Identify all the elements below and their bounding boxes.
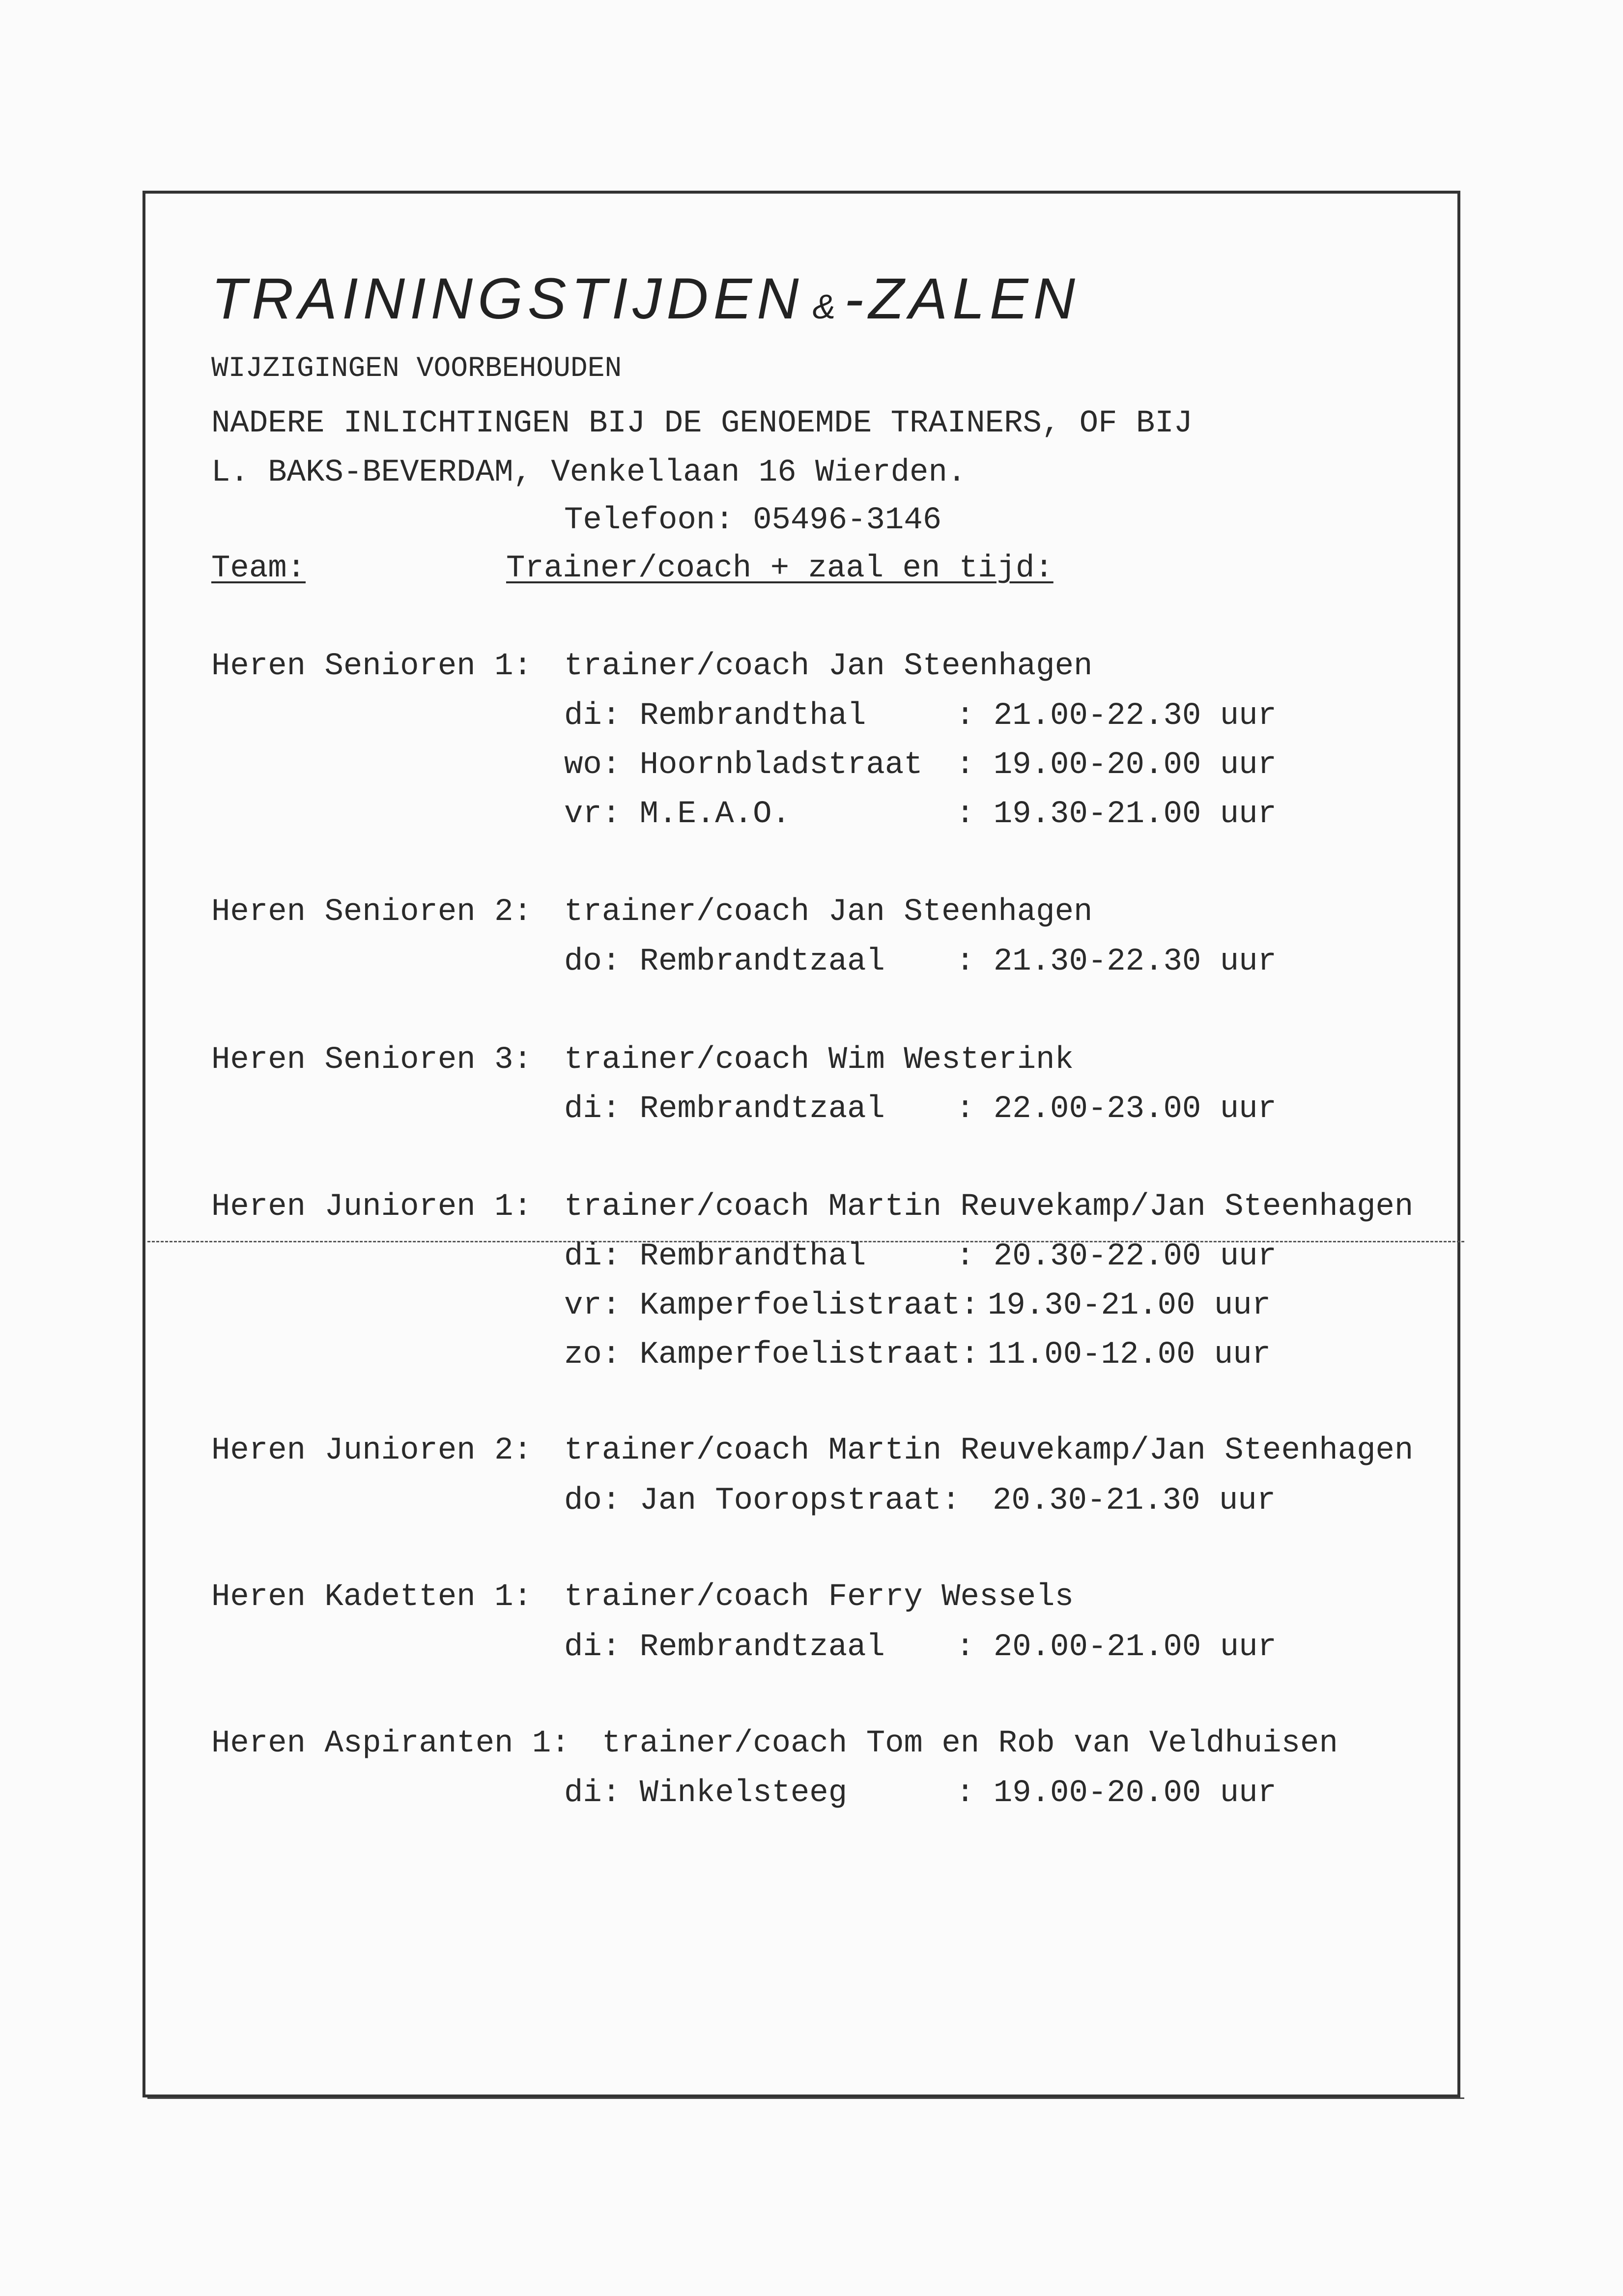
session-time: : 21.30-22.30 uur [956,944,1277,979]
session-time: 11.00-12.00 uur [988,1337,1271,1373]
session-venue: vr: Kamperfoelistraat: [564,1288,979,1323]
column-header-trainer: Trainer/coach + zaal en tijd: [506,551,1054,586]
session-time: 20.30-21.30 uur [993,1483,1276,1519]
session-venue: di: Rembrandthal [564,1239,866,1274]
page-title [211,265,1080,332]
header-line: WIJZIGINGEN VOORBEHOUDEN [211,353,622,385]
team-trainer: trainer/coach Ferry Wessels [564,1579,1074,1615]
title-ampersand: & [812,287,836,326]
title-part2: -ZALEN [844,266,1080,331]
title-part1: TRAININGSTIJDEN [211,266,804,331]
session-time: : 22.00-23.00 uur [956,1091,1277,1127]
team-trainer: trainer/coach Tom en Rob van Veldhuisen [602,1726,1338,1761]
bottom-rule [147,2097,1464,2099]
session-venue: di: Rembrandtzaal [564,1091,885,1127]
session-venue: do: Jan Tooropstraat: [564,1483,961,1519]
team-trainer: trainer/coach Jan Steenhagen [564,649,1093,684]
team-name: Heren Junioren 1: [211,1189,532,1225]
session-time: : 20.00-21.00 uur [956,1630,1277,1665]
team-trainer: trainer/coach Jan Steenhagen [564,894,1093,930]
session-venue: di: Rembrandthal [564,698,866,734]
session-venue: zo: Kamperfoelistraat: [564,1337,979,1373]
team-name: Heren Aspiranten 1: [211,1726,570,1761]
header-line: L. BAKS-BEVERDAM, Venkellaan 16 Wierden. [211,455,967,490]
session-time: 19.30-21.00 uur [988,1288,1271,1323]
team-name: Heren Senioren 2: [211,894,532,930]
session-time: : 21.00-22.30 uur [956,698,1277,734]
session-venue: di: Rembrandtzaal [564,1630,885,1665]
team-name: Heren Kadetten 1: [211,1579,532,1615]
session-venue: vr: M.E.A.O. [564,797,791,832]
team-name: Heren Junioren 2: [211,1433,532,1468]
team-trainer: trainer/coach Martin Reuvekamp/Jan Steenhagen [564,1433,1414,1468]
session-venue: di: Winkelsteeg [564,1776,848,1811]
session-venue: do: Rembrandtzaal [564,944,885,979]
session-time: : 20.30-22.00 uur [956,1239,1277,1274]
team-name: Heren Senioren 3: [211,1042,532,1078]
team-trainer: trainer/coach Martin Reuvekamp/Jan Steenhagen [564,1189,1414,1225]
phone-line: Telefoon: 05496-3146 [564,503,942,538]
column-header-team: Team: [211,551,306,586]
header-line: NADERE INLICHTINGEN BIJ DE GENOEMDE TRAINERS, OF BIJ [211,406,1193,441]
session-venue: wo: Hoornbladstraat [564,747,923,783]
session-time: : 19.00-20.00 uur [956,747,1277,783]
session-time: : 19.00-20.00 uur [956,1776,1277,1811]
team-name: Heren Senioren 1: [211,649,532,684]
session-time: : 19.30-21.00 uur [956,797,1277,832]
team-trainer: trainer/coach Wim Westerink [564,1042,1074,1078]
